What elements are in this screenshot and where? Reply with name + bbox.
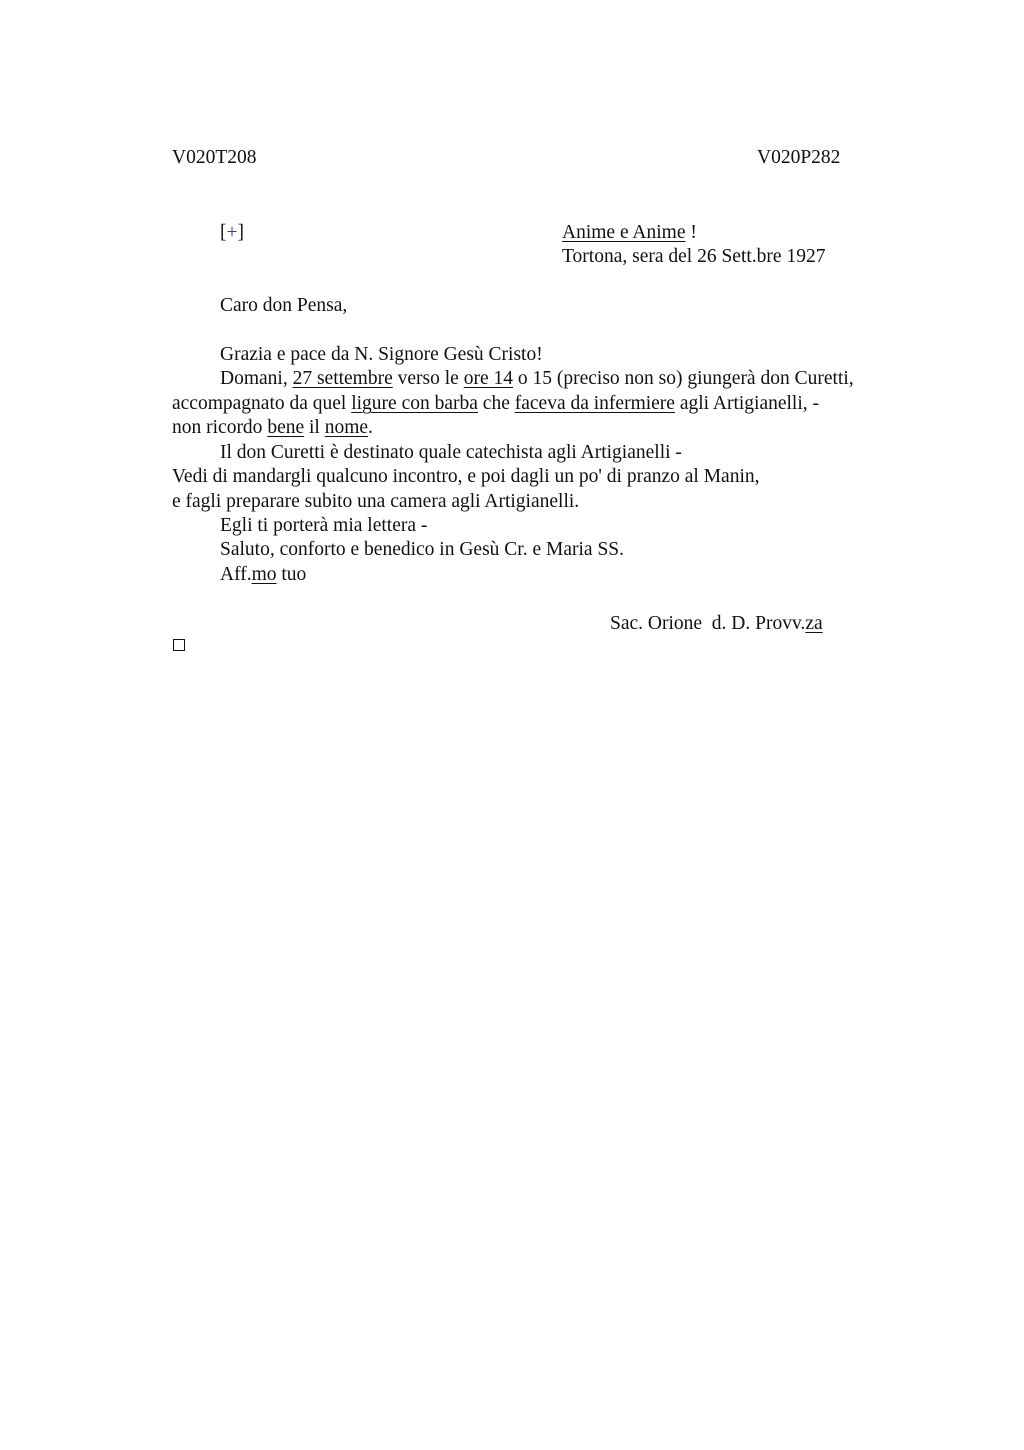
letter-closing: [220, 563, 306, 587]
letter-salutation: Caro don Pensa,: [220, 295, 348, 316]
bracket-close: ]: [237, 222, 244, 243]
letter-place-date: Tortona, sera del 26 Sett.bre 1927: [562, 246, 826, 267]
underlined-word: nome: [324, 417, 369, 438]
motto-suffix: !: [685, 222, 697, 243]
document-code-right: V020P282: [757, 147, 841, 168]
motto-text: Anime e Anime: [562, 222, 686, 243]
underlined-phrase: faceva da infermiere: [514, 393, 675, 414]
text-segment: verso le: [392, 368, 464, 389]
cross-mark: [220, 221, 244, 245]
letter-body-line-2: [172, 392, 819, 416]
bracket-open: [: [220, 222, 227, 243]
text-segment: non ricordo: [172, 417, 268, 438]
letter-signature: [610, 612, 823, 636]
signature-text: Sac. Orione d. D. Provv.: [610, 613, 806, 634]
cross-icon: +: [226, 222, 238, 243]
text-segment: il: [304, 417, 325, 438]
letter-motto: [562, 221, 697, 245]
text-segment: tuo: [276, 564, 307, 585]
underlined-word: bene: [267, 417, 305, 438]
text-segment: agli Artigianelli, -: [674, 393, 820, 414]
underlined-phrase: ligure con barba: [351, 393, 478, 414]
letter-body-line-5: Vedi di mandargli qualcuno incontro, e poi dagli un po' di pranzo al Manin,: [172, 466, 760, 487]
text-segment: Domani,: [220, 368, 293, 389]
underlined-abbreviation: mo: [251, 564, 277, 585]
letter-body-line-4: Il don Curetti è destinato quale catechista agli Artigianelli -: [220, 442, 682, 463]
letter-greeting: Grazia e pace da N. Signore Gesù Cristo!: [220, 344, 543, 365]
text-segment: .: [368, 417, 373, 438]
text-segment: accompagnato da quel: [172, 393, 352, 414]
underlined-date: 27 settembre: [292, 368, 393, 389]
signature-underlined-suffix: za: [805, 613, 823, 634]
text-segment: che: [477, 393, 515, 414]
text-segment: Aff.: [220, 564, 252, 585]
document-code-left: V020T208: [172, 147, 257, 168]
text-segment: o 15 (preciso non so) giungerà don Curetti,: [512, 368, 854, 389]
underlined-time: ore 14: [463, 368, 513, 389]
letter-body-line-3: [172, 416, 373, 440]
letter-body-line-1: [220, 367, 854, 391]
letter-body-line-8: Saluto, conforto e benedico in Gesù Cr. e Maria SS.: [220, 539, 625, 560]
end-marker-icon: [173, 639, 185, 651]
letter-body-line-6: e fagli preparare subito una camera agli Artigianelli.: [172, 491, 580, 512]
letter-body-line-7: Egli ti porterà mia lettera -: [220, 515, 428, 536]
